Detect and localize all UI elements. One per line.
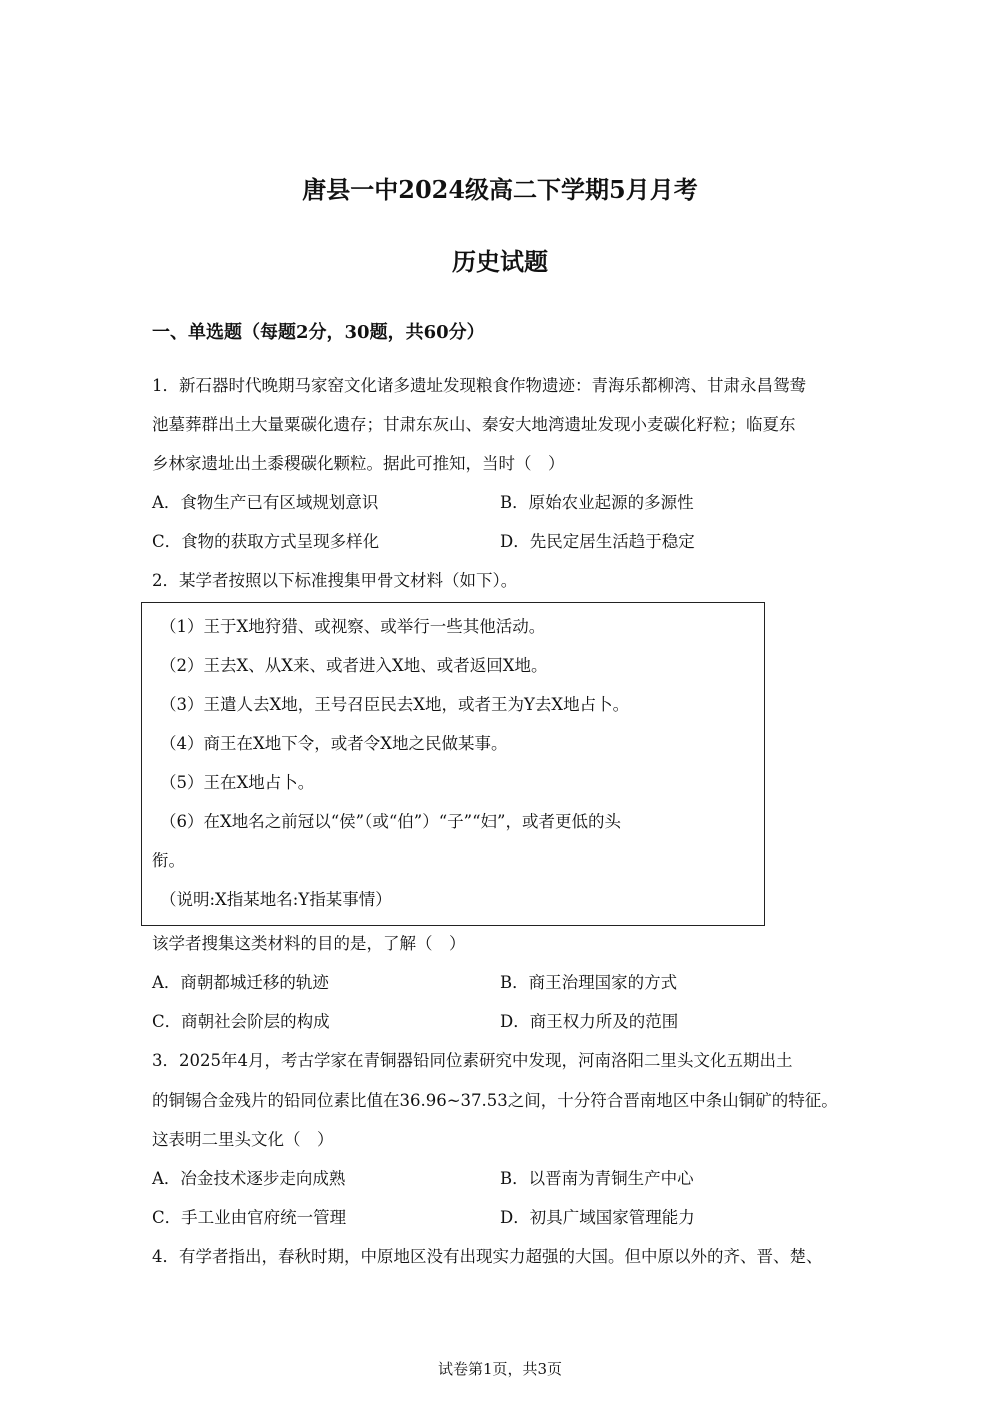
question-3-line-2: 的铜锡合金残片的铅同位素比值在36.96~37.53之间，十分符合晋南地区中条山铜矿的特征。 [152,1091,838,1110]
question-3-line-1: 3．2025年4月，考古学家在青铜器铅同位素研究中发现，河南洛阳二里头文化五期出土 [152,1051,793,1070]
material-item-5: （5）王在X地占卜。 [160,773,315,792]
question-3-option-b[interactable]: B．以晋南为青铜生产中心 [500,1169,694,1188]
material-item-6-cont: 衔。 [152,851,185,870]
question-2-option-c[interactable]: C．商朝社会阶层的构成 [152,1012,330,1031]
question-3-option-d[interactable]: D．初具广域国家管理能力 [500,1208,695,1227]
material-item-1: （1）王于X地狩猎、或视察、或举行一些其他活动。 [160,617,546,636]
question-3-line-3: 这表明二里头文化（ ） [152,1130,334,1149]
question-2-question: 该学者搜集这类材料的目的是，了解（ ） [152,934,466,953]
material-note: （说明:X指某地名:Y指某事情） [160,890,392,909]
material-item-4: （4）商王在X地下令，或者令X地之民做某事。 [160,734,508,753]
material-item-6: （6）在X地名之前冠以“侯”（或“伯”）“子”“妇”，或者更低的头 [160,812,621,831]
question-1-line-2: 池墓葬群出土大量粟碳化遗存；甘肃东灰山、秦安大地湾遗址发现小麦碳化籽粒；临夏东 [152,415,796,434]
section-heading: 一、单选题（每题2分，30题，共60分） [152,322,485,343]
question-1-line-1: 1．新石器时代晚期马家窑文化诸多遗址发现粮食作物遗迹：青海乐都柳湾、甘肃永昌鸳鸯 [152,376,806,395]
question-2-option-d[interactable]: D．商王权力所及的范围 [500,1012,679,1031]
question-1-line-3: 乡林家遗址出土黍稷碳化颗粒。据此可推知，当时（ ） [152,454,565,473]
exam-title: 唐县一中2024级高二下学期5月月考 [302,175,698,204]
question-1-option-a[interactable]: A．食物生产已有区域规划意识 [152,493,379,512]
material-item-3: （3）王遣人去X地，王号召臣民去X地，或者王为Y去X地占卜。 [160,695,630,714]
page-footer: 试卷第1页，共3页 [437,1360,563,1378]
question-2-option-a[interactable]: A．商朝都城迁移的轨迹 [152,973,329,992]
question-4-line-1: 4．有学者指出，春秋时期，中原地区没有出现实力超强的大国。但中原以外的齐、晋、楚、 [152,1247,823,1266]
question-2-option-b[interactable]: B．商王治理国家的方式 [500,973,678,992]
material-item-2: （2）王去X、从X来、或者进入X地、或者返回X地。 [160,656,548,675]
question-1-option-d[interactable]: D．先民定居生活趋于稳定 [500,532,695,551]
question-3-option-a[interactable]: A．冶金技术逐步走向成熟 [152,1169,346,1188]
question-3-option-c[interactable]: C．手工业由官府统一管理 [152,1208,347,1227]
question-1-option-b[interactable]: B．原始农业起源的多源性 [500,493,694,512]
source-material-box [141,602,765,926]
question-1-option-c[interactable]: C．食物的获取方式呈现多样化 [152,532,380,551]
exam-subtitle: 历史试题 [452,247,548,276]
question-2-stem: 2．某学者按照以下标准搜集甲骨文材料（如下）。 [152,571,518,590]
